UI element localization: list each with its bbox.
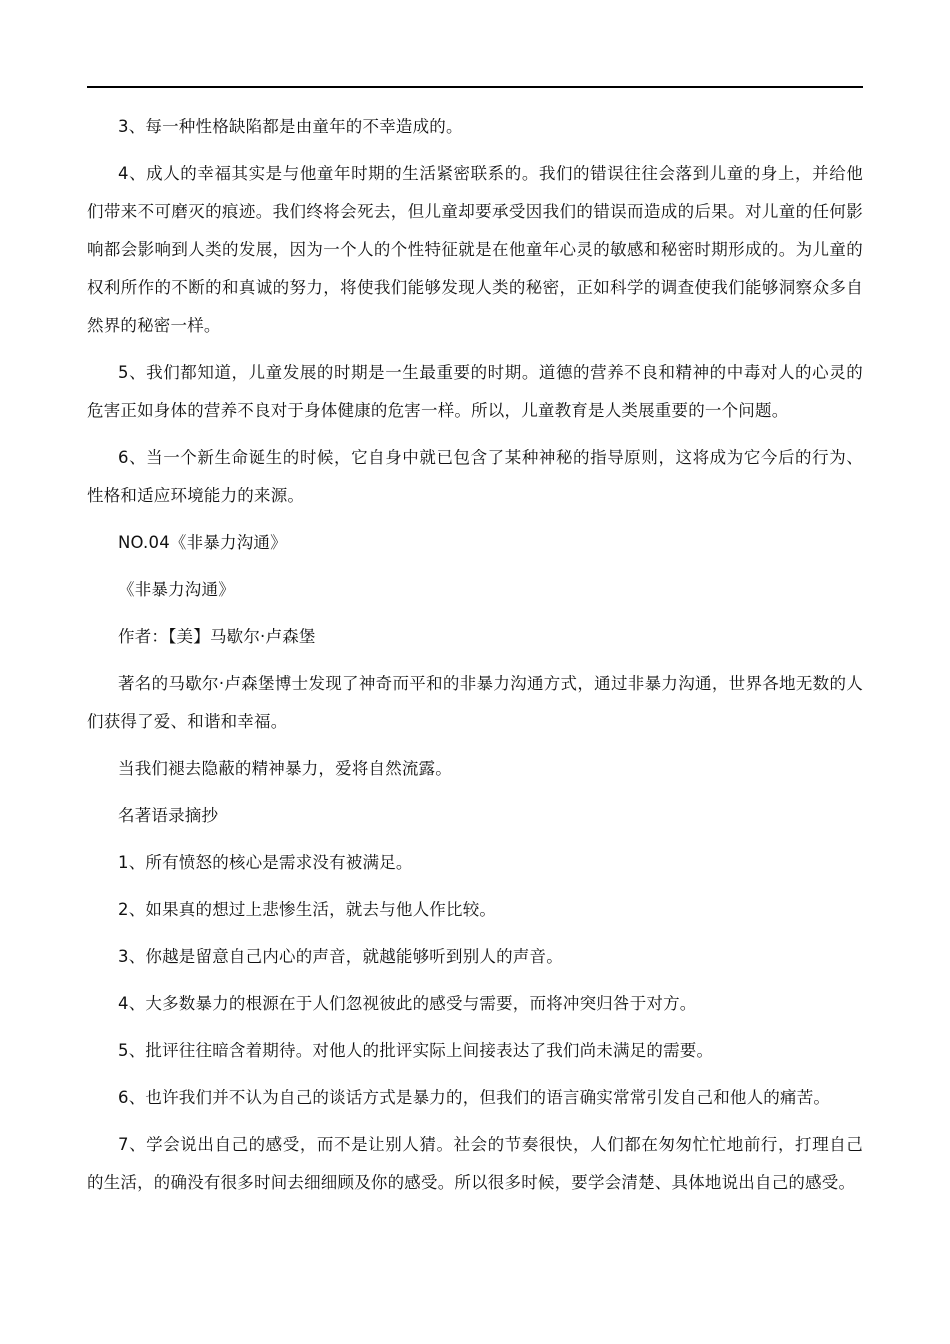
section-heading: NO.04《非暴力沟通》 [118,533,287,552]
paragraph: 6、当一个新生命诞生的时候，它自身中就已包含了某种神秘的指导原则，这将成为它今后的行为、性格和适应环境能力的来源。 [87,448,863,505]
paragraph: 3、每一种性格缺陷都是由童年的不幸造成的。 [118,117,463,136]
quote-item: 1、所有愤怒的核心是需求没有被满足。 [118,853,413,872]
paragraph: 当我们褪去隐蔽的精神暴力，爱将自然流露。 [118,759,452,778]
quote-item: 5、批评往往暗含着期待。对他人的批评实际上间接表达了我们尚未满足的需要。 [118,1041,714,1060]
quote-item: 2、如果真的想过上悲惨生活，就去与他人作比较。 [118,900,497,919]
quote-item: 7、学会说出自己的感受，而不是让别人猜。社会的节奏很快，人们都在匆匆忙忙地前行，打理自己的生活，的确没有很多时间去细细顾及你的感受。所以很多时候，要学会清楚、具体地说出自己的感受。 [87,1135,863,1192]
quote-item: 3、你越是留意自己内心的声音，就越能够听到别人的声音。 [118,947,563,966]
header-rule [87,86,863,88]
paragraph: 著名的马歇尔·卢森堡博士发现了神奇而平和的非暴力沟通方式，通过非暴力沟通，世界各地无数的人们获得了爱、和谐和幸福。 [87,674,863,731]
paragraph: 4、成人的幸福其实是与他童年时期的生活紧密联系的。我们的错误往往会落到儿童的身上，并给他们带来不可磨灭的痕迹。我们终将会死去，但儿童却要承受因我们的错误而造成的后果。对儿童的任何影响都会影响到人类的发展，因为一个人的个性特征就是在他童年心灵的敏感和秘密时期形成的。为儿童的权利所作的不断的和真诚的努力，将使我们能够发现人类的秘密，正如科学的调查使我们能够洞察众多自然界的秘密一样。 [87,164,863,335]
quote-item: 4、大多数暴力的根源在于人们忽视彼此的感受与需要，而将冲突归咎于对方。 [118,994,697,1013]
book-author: 作者：【美】马歇尔·卢森堡 [118,627,316,646]
document-body [87,108,863,1211]
subheading: 名著语录摘抄 [118,806,219,825]
book-title: 《非暴力沟通》 [118,580,235,599]
quote-item: 6、也许我们并不认为自己的谈话方式是暴力的，但我们的语言确实常常引发自己和他人的痛苦。 [118,1088,831,1107]
paragraph: 5、我们都知道，儿童发展的时期是一生最重要的时期。道德的营养不良和精神的中毒对人的心灵的危害正如身体的营养不良对于身体健康的危害一样。所以，儿童教育是人类展重要的一个问题。 [87,363,863,420]
